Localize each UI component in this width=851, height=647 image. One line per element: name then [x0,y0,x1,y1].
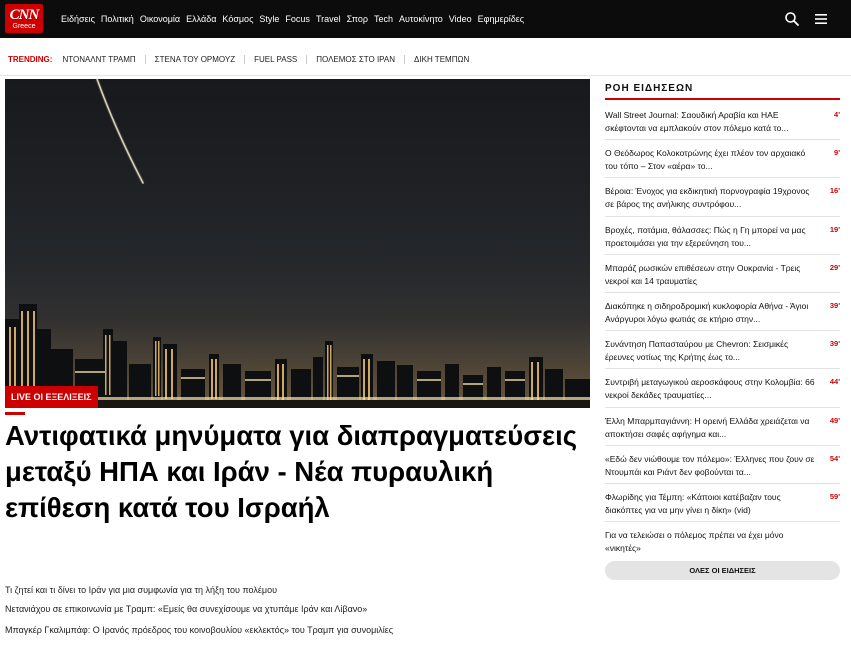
news-feed-item-text: Για να τελειώσει ο πόλεμος πρέπει να έχει μόνο «νικητές» [605,530,784,554]
trending-divider [404,55,405,64]
news-feed-item-time: 59' [829,491,840,501]
all-news-button[interactable]: ΟΛΕΣ ΟΙ ΕΙΔΗΣΕΙΣ [605,561,840,580]
related-article-link[interactable]: Τι ζητεί και τι δίνει το Ιράν για μια συμφωνία για τη λήξη του πολέμου [5,585,277,595]
news-feed-item-time: 44' [829,377,840,387]
news-feed-item-time: 39' [829,300,840,310]
news-feed-item-text: Συνάντηση Παπασταύρου με Chevron: Σεισμικές έρευνες νοτίως της Κρήτης έως το... [605,339,789,363]
news-feed-item-text: «Εδώ δεν νιώθουμε τον πόλεμο»: Έλληνες που ζουν σε Ντουμπάι και Ριάντ δεν φοβούνται τα... [605,453,815,477]
nav-item-sport[interactable]: Σπορ [346,14,368,24]
nav-item-newspapers[interactable]: Εφημερίδες [477,14,525,24]
news-feed-item-time: 29' [829,262,840,272]
news-feed-item-text: Έλλη Μπαρμπαγιάννη: Η ορεινή Ελλάδα χρειάζεται να αποκτήσει σαφές αφήγημα και... [605,415,810,439]
news-feed-item-time: 39' [829,339,840,349]
main-headline[interactable]: Αντιφατικά μηνύματα για διαπραγματεύσεις μεταξύ ΗΠΑ και Ιράν - Νέα πυραυλική επίθεση κατά του Ισραήλ [5,420,578,523]
trending-item[interactable]: FUEL PASS [254,54,298,64]
trending-item[interactable]: ΔΙΚΗ ΤΕΜΠΩΝ [414,54,470,64]
nav-item-greece[interactable]: Ελλάδα [186,14,217,24]
headline-accent-line [5,412,25,415]
nav-item-news[interactable]: Ειδήσεις [61,14,95,24]
news-feed-item-time: 54' [829,453,840,463]
news-feed-item-text: Φλωρίδης για Τέμπη: «Κάποιοι κατέβαζαν τους διακόπτες για να μην γίνει η δίκη» (vid) [605,491,781,515]
nav-item-politics[interactable]: Πολιτική [100,14,134,24]
news-feed-item[interactable] [605,102,840,140]
news-feed-item-text: Wall Street Journal: Σαουδική Αραβία και ΗΑΕ σκέφτονται να εμπλακούν στον πόλεμο κατά το... [605,110,789,133]
trending-divider [306,55,307,64]
news-feed-item-time: 4' [834,110,840,119]
news-feed-item-text: Μπαράζ ρωσικών επιθέσεων στην Ουκρανία - Τρεις νεκροί και 14 τραυματίες [605,262,801,286]
news-feed-item-time: 19' [829,224,840,234]
news-feed-item[interactable] [605,369,840,407]
news-feed-list [605,102,840,560]
news-feed-item[interactable] [605,331,840,369]
news-feed-item-time: 16' [829,186,840,196]
nav-item-economy[interactable]: Οικονομία [139,14,181,24]
nav-item-travel[interactable]: Travel [315,14,341,24]
related-article-link[interactable]: Μπαγκέρ Γκαλιμπάφ: Ο Ιρανός πρόεδρος του κοινοβουλίου «εκλεκτός» του Τραμπ για συνομιλίες [5,625,394,635]
news-feed-item[interactable] [605,140,840,178]
related-article-link[interactable]: Νετανιάχου σε επικοινωνία με Τραμπ: «Εμείς θα συνεχίσουμε να χτυπάμε Ιράν και Λίβανο» [5,604,368,614]
trending-divider-line [0,75,851,76]
cnn-greece-logo[interactable] [5,4,43,33]
news-feed-item-text: Συντριβή μεταγωγικού αεροσκάφους στην Κολομβία: 66 νεκροί δεκάδες τραυματίες... [605,377,815,401]
nav-item-focus[interactable]: Focus [285,14,310,24]
logo-text: CNN [9,7,39,23]
top-navigation-bar [0,0,851,38]
trending-item[interactable]: ΣΤΕΝΑ ΤΟΥ ΟΡΜΟΥΖ [154,54,236,64]
hero-image-night-skyline[interactable] [5,79,590,408]
news-feed-item[interactable] [605,446,840,484]
news-feed-item-text: Βροχές, ποτάμια, θάλασσες: Πώς η Γη μπορεί να μας προετοιμάσει για την εξερεύνηση του... [605,224,806,248]
search-icon[interactable] [784,11,800,27]
nav-item-world[interactable]: Κόσμος [222,14,254,24]
trending-bar [8,53,469,65]
news-feed-item[interactable] [605,484,840,522]
trending-divider [145,55,146,64]
nav-item-auto[interactable]: Αυτοκίνητο [398,14,443,24]
news-feed-title-underline [605,98,840,100]
news-feed-item[interactable] [605,522,840,560]
main-nav [61,0,530,38]
nav-item-video[interactable]: Video [448,14,472,24]
news-feed-item-text: Διακόπηκε η σιδηροδρομική κυκλοφορία Αθήνα - Άγιοι Ανάργυροι λόγω φωτιάς σε κτήριο στην... [605,300,809,324]
news-feed-item[interactable] [605,178,840,216]
news-feed-item[interactable] [605,255,840,293]
news-feed-item[interactable] [605,408,840,446]
news-feed-item-text: Βέροια: Ένοχος για εκδικητική πορνογραφία 19χρονος σε βάρος της ανήλικης συντρόφου... [605,186,810,210]
news-feed-item-text: Ο Θεόδωρος Κολοκοτρώνης έχει πλέον τον αρχαιακό του τόπο – Στον «αέρα» το... [605,148,806,172]
logo-subtext: Greece [12,23,36,30]
news-feed-item-time: 49' [829,415,840,425]
nav-item-tech[interactable]: Tech [373,14,393,24]
trending-label: TRENDING: [8,54,53,64]
live-updates-badge[interactable]: LIVE ΟΙ ΕΞΕΛΙΞΕΙΣ [5,386,98,408]
trending-divider [244,55,245,64]
news-feed-item[interactable] [605,217,840,255]
nav-item-style[interactable]: Style [259,14,280,24]
news-feed-item-time: 9' [834,148,840,158]
news-feed-item[interactable] [605,293,840,331]
trending-item[interactable]: ΠΟΛΕΜΟΣ ΣΤΟ ΙΡΑΝ [316,54,396,64]
hamburger-menu-icon[interactable] [813,11,829,27]
news-feed-title: ΡΟΗ ΕΙΔΗΣΕΩΝ [605,83,694,94]
trending-item[interactable]: ΝΤΟΝΑΛΝΤ ΤΡΑΜΠ [62,54,136,64]
